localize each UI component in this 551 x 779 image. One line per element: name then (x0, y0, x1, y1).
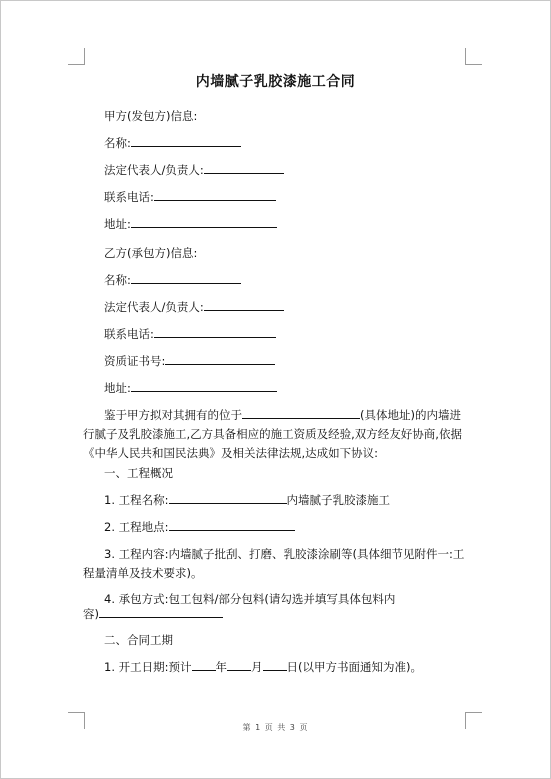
party-a-name-row (104, 135, 241, 151)
party-a-phone-row (104, 189, 276, 205)
preamble-part-1: 鉴于甲方拟对其拥有的位于 (104, 408, 242, 422)
party-b-rep-row (104, 299, 284, 315)
party-b-address-label: 地址: (104, 381, 131, 395)
party-a-rep-label: 法定代表人/负责人: (104, 163, 204, 177)
contract-mode-label: 容) (83, 607, 99, 621)
project-name-blank[interactable] (169, 492, 287, 504)
section-1-heading: 一、工程概况 (104, 466, 173, 480)
project-name-value: 内墙腻子乳胶漆施工 (286, 493, 391, 507)
section-1-item-3-line-1: 3. 工程内容:内墙腻子批刮、打磨、乳胶漆涂刷等(具体细节见附件一:工 (104, 547, 465, 561)
start-date-label: 1. 开工日期:预计 (104, 660, 192, 674)
party-b-name-blank[interactable] (131, 272, 241, 284)
party-b-rep-blank[interactable] (204, 299, 284, 311)
party-a-name-blank[interactable] (131, 135, 241, 147)
party-a-rep-row (104, 162, 284, 178)
party-b-phone-label: 联系电话: (104, 327, 154, 341)
party-a-name-label: 名称: (104, 136, 131, 150)
preamble-part-2: (具体地址)的内墙进 (360, 408, 461, 422)
party-a-heading: 甲方(发包方)信息: (104, 109, 198, 123)
party-a-phone-label: 联系电话: (104, 190, 154, 204)
party-b-rep-label: 法定代表人/负责人: (104, 300, 204, 314)
start-year-blank[interactable] (192, 659, 216, 671)
page-footer: 第 1 页 共 3 页 (242, 723, 309, 732)
crop-mark-top-right (465, 48, 482, 65)
party-b-phone-blank[interactable] (154, 326, 276, 338)
day-label: 日 (286, 660, 299, 674)
section-1-item-3-line-2: 程量清单及技术要求)。 (83, 566, 203, 580)
document-title: 内墙腻子乳胶漆施工合同 (195, 74, 356, 90)
start-month-blank[interactable] (227, 659, 251, 671)
project-location-label: 2. 工程地点: (104, 520, 169, 534)
party-b-heading: 乙方(承包方)信息: (104, 246, 198, 260)
section-1-item-2 (104, 519, 295, 535)
month-label: 月 (251, 660, 263, 674)
year-label: 年 (215, 660, 228, 674)
party-b-cert-blank[interactable] (165, 353, 275, 365)
preamble-line-3: 《中华人民共和国民法典》及相关法律法规,达成如下协议: (83, 446, 379, 460)
party-b-phone-row (104, 326, 276, 342)
party-b-name-label: 名称: (104, 273, 131, 287)
preamble-line-2: 行腻子及乳胶漆施工,乙方具备相应的施工资质及经验,双方经友好协商,依据 (83, 427, 462, 441)
section-2-item-1 (104, 659, 422, 675)
section-1-item-1 (104, 492, 390, 508)
crop-mark-top-left (68, 48, 85, 65)
party-b-cert-label: 资质证书号: (104, 354, 166, 368)
preamble-address-blank[interactable] (242, 407, 360, 419)
party-a-address-blank[interactable] (131, 216, 277, 228)
project-name-label: 1. 工程名称: (104, 493, 169, 507)
section-1-item-4-line-2 (83, 606, 223, 622)
party-a-rep-blank[interactable] (204, 162, 284, 174)
party-b-address-row (104, 380, 277, 396)
party-a-address-row (104, 216, 277, 232)
section-2-heading: 二、合同工期 (104, 633, 173, 647)
start-date-note: (以甲方书面通知为准)。 (298, 660, 422, 674)
contract-mode-blank[interactable] (99, 606, 223, 618)
party-b-address-blank[interactable] (131, 380, 277, 392)
project-location-blank[interactable] (169, 519, 295, 531)
preamble-line-1 (104, 407, 461, 423)
party-a-address-label: 地址: (104, 217, 131, 231)
party-a-phone-blank[interactable] (154, 189, 276, 201)
party-b-cert-row (104, 353, 275, 369)
party-b-name-row (104, 272, 241, 288)
section-1-item-4-line-1: 4. 承包方式:包工包料/部分包料(请勾选并填写具体包料内 (104, 592, 396, 606)
start-day-blank[interactable] (263, 659, 287, 671)
